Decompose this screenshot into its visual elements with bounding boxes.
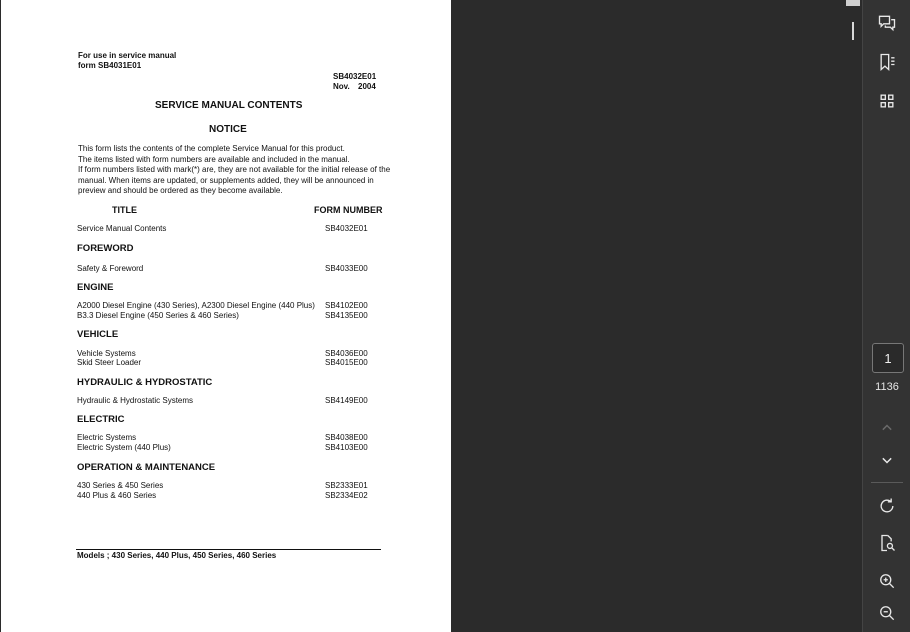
rotate-button[interactable]	[863, 492, 910, 520]
scrollbar-thumb[interactable]	[852, 22, 854, 40]
thumbnails-button[interactable]	[863, 87, 910, 115]
notice-line: This form lists the contents of the complete Service Manual for this product.	[78, 144, 345, 153]
notice-line: manual. When items are updated, or supplements added, they will be announced in	[78, 175, 374, 185]
bookmark-icon	[877, 52, 897, 72]
next-page-button[interactable]	[863, 446, 910, 474]
chevron-up-icon	[877, 418, 897, 438]
notice-line: The items listed with form numbers are available and included in the manual.	[78, 154, 350, 164]
zoom-out-icon	[877, 603, 897, 623]
grid-icon	[877, 91, 897, 111]
form-code: SB4032E01	[333, 72, 377, 81]
find-in-document-button[interactable]	[863, 529, 910, 557]
row-form-number: SB4102E00	[325, 301, 368, 310]
row-form-number: SB4038E00	[325, 433, 368, 442]
row-form-number: SB4135E00	[325, 311, 368, 320]
row-title: Skid Steer Loader	[77, 358, 142, 367]
scrollbar-top-marker[interactable]	[846, 0, 860, 6]
row-form-number: SB4033E00	[325, 264, 368, 273]
bookmarks-button[interactable]	[863, 48, 910, 76]
toolbar-separator	[871, 482, 903, 483]
page-search-icon	[877, 533, 897, 553]
section-heading-hydraulic: HYDRAULIC & HYDROSTATIC	[77, 377, 213, 388]
row-title: A2000 Diesel Engine (430 Series), A2300 Diesel Engine (440 Plus)	[77, 301, 315, 310]
row-title: Electric Systems	[77, 433, 137, 442]
chevron-down-icon	[877, 450, 897, 470]
row-form-number: SB4015E00	[325, 358, 368, 367]
previous-page-button[interactable]	[863, 414, 910, 442]
pdf-page	[1, 0, 451, 632]
row-title: 440 Plus & 460 Series	[77, 491, 157, 500]
section-heading-operation: OPERATION & MAINTENANCE	[77, 462, 216, 473]
comments-button[interactable]	[863, 9, 910, 37]
zoom-out-button[interactable]	[863, 599, 910, 627]
comments-icon	[877, 13, 897, 33]
notice-line: preview and should be ordered as they become available.	[78, 186, 283, 196]
footer-rule	[76, 549, 381, 550]
row-title: B3.3 Diesel Engine (450 Series & 460 Series)	[77, 311, 239, 320]
notice-text	[78, 144, 390, 197]
row-title: 430 Series & 450 Series	[77, 481, 164, 490]
date-year: 2004	[358, 82, 376, 91]
row-title: Service Manual Contents	[77, 224, 167, 233]
notice-heading: NOTICE	[209, 124, 247, 135]
row-form-number: SB4103E00	[325, 443, 368, 452]
zoom-in-button[interactable]	[863, 567, 910, 595]
rotate-icon	[877, 496, 897, 516]
notice-line: If form numbers listed with mark(*) are, they are not available for the initial release of the	[78, 165, 391, 175]
vertical-scrollbar[interactable]	[845, 0, 862, 632]
header-line-1: For use in service manual	[78, 51, 177, 60]
column-header-form-number: FORM NUMBER	[314, 205, 383, 215]
column-header-title: TITLE	[112, 205, 137, 215]
row-title: Electric System (440 Plus)	[77, 443, 171, 452]
footer-models: Models ; 430 Series, 440 Plus, 450 Series, 460 Series	[77, 551, 277, 560]
row-form-number: SB4036E00	[325, 349, 368, 358]
total-pages: 1136	[875, 381, 899, 393]
document-title: SERVICE MANUAL CONTENTS	[155, 100, 303, 111]
row-title: Vehicle Systems	[77, 349, 136, 358]
row-form-number: SB2334E02	[325, 491, 368, 500]
section-heading-vehicle: VEHICLE	[77, 329, 119, 340]
current-page-input[interactable]: 1	[872, 343, 904, 373]
header-line-2: form SB4031E01	[78, 61, 142, 70]
right-toolbar	[862, 0, 910, 632]
row-title: Hydraulic & Hydrostatic Systems	[77, 396, 194, 405]
section-heading-engine: ENGINE	[77, 282, 114, 293]
row-title: Safety & Foreword	[77, 264, 144, 273]
row-form-number: SB4032E01	[325, 224, 368, 233]
row-form-number: SB2333E01	[325, 481, 368, 490]
date-month: Nov.	[333, 82, 350, 91]
section-heading-foreword: FOREWORD	[77, 243, 134, 254]
zoom-in-icon	[877, 571, 897, 591]
row-form-number: SB4149E00	[325, 396, 368, 405]
section-heading-electric: ELECTRIC	[77, 414, 125, 425]
